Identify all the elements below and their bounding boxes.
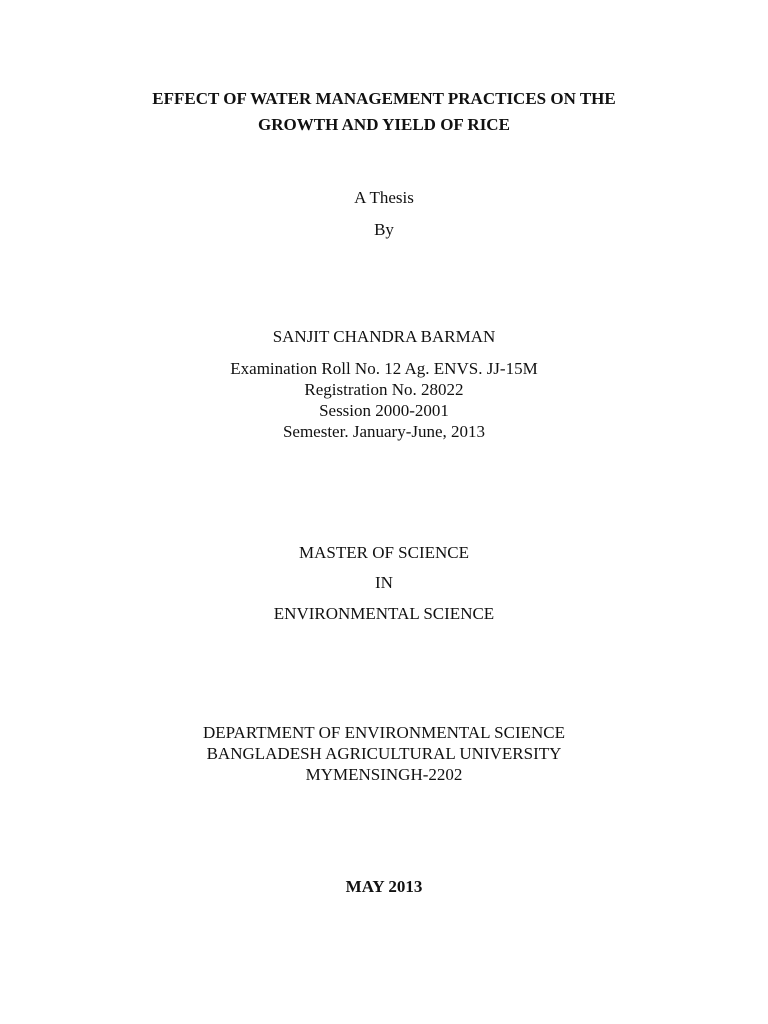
exam-roll: Examination Roll No. 12 Ag. ENVS. JJ-15M — [230, 359, 538, 378]
title-line-1: EFFECT OF WATER MANAGEMENT PRACTICES ON THE — [152, 89, 616, 108]
department: DEPARTMENT OF ENVIRONMENTAL SCIENCE — [202, 723, 566, 742]
title-line-2: GROWTH AND YIELD OF RICE — [258, 115, 510, 134]
by-label: By — [374, 220, 394, 239]
degree-name: MASTER OF SCIENCE — [298, 543, 470, 562]
degree-field: ENVIRONMENTAL SCIENCE — [273, 604, 495, 623]
university: BANGLADESH AGRICULTURAL UNIVERSITY — [206, 744, 562, 763]
session: Session 2000-2001 — [319, 401, 449, 420]
author-name: SANJIT CHANDRA BARMAN — [272, 327, 496, 346]
thesis-label: A Thesis — [354, 188, 414, 207]
city: MYMENSINGH-2202 — [305, 765, 463, 784]
semester: Semester. January-June, 2013 — [282, 422, 486, 441]
submission-date: MAY 2013 — [345, 877, 423, 896]
degree-in-label: IN — [375, 573, 393, 592]
registration-number: Registration No. 28022 — [304, 380, 464, 399]
